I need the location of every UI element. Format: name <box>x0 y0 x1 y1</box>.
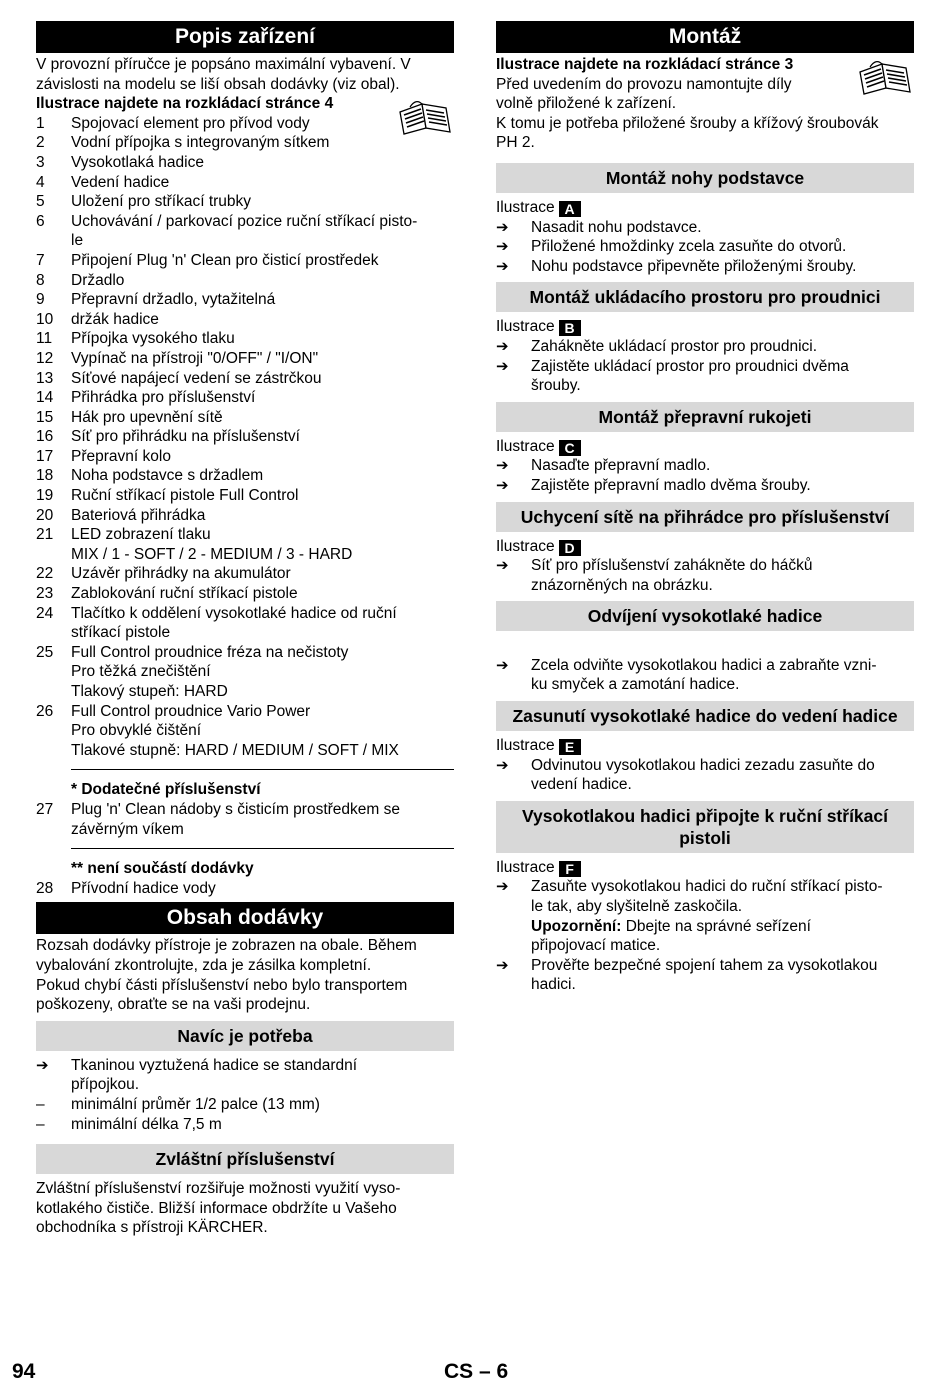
item-text: Uchovávání / parkovací pozice ruční stříkací pisto- le <box>71 212 418 250</box>
item-number: 2 <box>36 134 45 152</box>
section-title: Odvíjení vysokotlaké hadice <box>496 601 914 631</box>
item-number: 8 <box>36 271 45 289</box>
item-number: 18 <box>36 467 54 485</box>
list-item <box>36 114 454 134</box>
list-item: ➔ Tkaninou vyztužená hadice se standardní přípojkou. <box>36 1056 358 1094</box>
montaz-text <box>496 75 914 153</box>
item-number: 21 <box>36 526 54 544</box>
text-line: PH 2. <box>496 134 535 152</box>
text-line: volně přiložené k zařízení. <box>496 95 677 113</box>
item-text: Zajistěte přepravní madlo dvěma šrouby. <box>531 476 811 494</box>
dash-icon: – <box>36 1115 45 1133</box>
list-item <box>36 506 454 526</box>
section-title-obsah: Obsah dodávky <box>36 902 454 934</box>
list-item <box>36 564 454 584</box>
dash-icon: – <box>36 1095 45 1113</box>
item-number: 23 <box>36 585 54 603</box>
extra-accessories-heading: * Dodatečné příslušenství <box>71 781 261 799</box>
item-number: 22 <box>36 565 54 583</box>
section-title-navic: Navíc je potřeba <box>36 1021 454 1051</box>
item-text: Síť pro přihrádku na příslušenství <box>71 428 300 446</box>
item-text: Noha podstavce s držadlem <box>71 467 264 485</box>
item-number: 19 <box>36 487 54 505</box>
illustration-label: Ilustrace <box>496 737 555 755</box>
item-number: 15 <box>36 408 54 426</box>
list-item <box>36 290 454 310</box>
item-text: Zcela odviňte vysokotlakou hadici a zabraňte vzni- ku smyček a zamotání hadice. <box>531 656 877 694</box>
section-title-montaz: Montáž <box>496 21 914 53</box>
list-item <box>496 456 914 476</box>
intro-line-2: závislosti na modelu se liší obsah dodávky (viz obal). <box>36 75 400 93</box>
item-text: Přípojka vysokého tlaku <box>71 330 235 348</box>
illustration-note: Ilustrace najdete na rozkládací stránce 3 <box>496 56 794 73</box>
item-text: Zasuňte vysokotlakou hadici do ruční stříkací pisto- le tak, aby slyšitelně zaskočila. Upozornění: Dbejte na správné seřízení připojovací matice. <box>531 878 883 955</box>
arrow-icon: ➔ <box>496 956 509 974</box>
item-text: Nohu podstavce připevněte přiloženými šrouby. <box>531 257 857 275</box>
list-item <box>496 756 914 795</box>
item-text: Síť pro příslušenství zahákněte do háčků znázorněných na obrázku. <box>531 557 813 594</box>
item-text: Nasadit nohu podstavce. <box>531 218 702 236</box>
illustration-note: Ilustrace najdete na rozkládací stránce 4 <box>36 95 334 113</box>
item-text: Držadlo <box>71 271 125 289</box>
item-text: Přihrádka pro příslušenství <box>71 389 256 407</box>
illustration-letter-badge: C <box>559 440 581 456</box>
item-text: Bateriová přihrádka <box>71 506 206 524</box>
item-text: Zablokování ruční stříkací pistole <box>71 585 298 603</box>
item-number: 1 <box>36 114 45 132</box>
assembly-sections <box>496 163 914 995</box>
list-item <box>36 133 454 153</box>
item-text: Nasaďte přepravní madlo. <box>531 457 711 475</box>
list-item <box>36 369 454 389</box>
item-text: Prověřte bezpečné spojení tahem za vysokotlakou hadici. <box>531 956 878 994</box>
arrow-icon: ➔ <box>496 878 509 896</box>
item-text: Uložení pro stříkací trubky <box>71 193 252 211</box>
item-text: Full Control proudnice Vario Power Pro obvyklé čištění Tlakové stupně: HARD / MEDIUM / SOFT / MIX <box>71 702 399 759</box>
illustration-ref <box>496 736 914 756</box>
text-line: vybalování zkontrolujte, zda je zásilka kompletní. <box>36 956 372 974</box>
illustration-label: Ilustrace <box>496 437 555 455</box>
note-text: připojovací matice. <box>531 937 661 955</box>
text-line: K tomu je potřeba přiložené šrouby a křížový šroubovák <box>496 114 879 132</box>
note-text: Dbejte na správné seřízení <box>621 917 811 935</box>
illustration-letter-badge: E <box>559 739 581 755</box>
item-number: 10 <box>36 310 54 328</box>
text-line: Zvláštní příslušenství rozšiřuje možnosti využití vyso- <box>36 1180 401 1198</box>
book-icon <box>856 58 914 96</box>
list-item <box>496 257 914 277</box>
intro-line-1: V provozní příručce je popsáno maximální vybavení. V <box>36 56 411 73</box>
note-label: Upozornění: <box>531 917 622 935</box>
list-item <box>496 357 914 396</box>
list-item <box>36 702 454 761</box>
arrow-icon: ➔ <box>496 357 509 375</box>
illustration-label: Ilustrace <box>496 537 555 555</box>
item-text: Vodní přípojka s integrovaným sítkem <box>71 134 330 152</box>
list-item <box>36 643 454 702</box>
arrow-icon: ➔ <box>496 756 509 774</box>
illustration-ref <box>496 198 914 218</box>
item-text: Vedení hadice <box>71 173 170 191</box>
item-number: 7 <box>36 251 45 269</box>
divider <box>71 848 454 849</box>
arrow-icon: ➔ <box>36 1056 49 1074</box>
illustration-ref <box>496 317 914 337</box>
illustration-letter-badge: B <box>559 320 581 336</box>
item-text: Vypínač na přístroji "0/OFF" / "I/ON" <box>71 349 319 367</box>
text-line: obchodníka s přístroji KÄRCHER. <box>36 1219 268 1237</box>
right-column <box>496 21 914 995</box>
item-text: Spojovací element pro přívod vody <box>71 114 310 132</box>
illustration-letter-badge: F <box>559 861 581 877</box>
section-title: Montáž nohy podstavce <box>496 163 914 193</box>
item-text: Přepravní kolo <box>71 447 171 465</box>
item-number: 26 <box>36 702 54 720</box>
item-text: Full Control proudnice fréza na nečistoty Pro těžká znečištění Tlakový stupeň: HARD <box>71 643 349 700</box>
book-icon <box>396 98 454 136</box>
arrow-icon: ➔ <box>496 257 509 275</box>
language-page-code: CS – 6 <box>444 1360 509 1381</box>
item-number: 20 <box>36 506 54 524</box>
section-title-zvlastni: Zvláštní příslušenství <box>36 1144 454 1174</box>
item-number: 13 <box>36 369 54 387</box>
illustration-label: Ilustrace <box>496 318 555 336</box>
text-line: poškozeny, obraťte se na vaši prodejnu. <box>36 996 311 1014</box>
parts-list <box>36 114 454 761</box>
list-item <box>36 173 454 193</box>
item-number: 6 <box>36 212 45 230</box>
list-item <box>36 525 454 564</box>
spacer <box>496 636 914 656</box>
item-text: LED zobrazení tlaku MIX / 1 - SOFT / 2 - MEDIUM / 3 - HARD <box>71 526 353 563</box>
list-item <box>36 212 454 251</box>
item-number: 16 <box>36 428 54 446</box>
list-item: – minimální délka 7,5 m <box>36 1115 222 1133</box>
section-title-popis: Popis zařízení <box>36 21 454 53</box>
obsah-text <box>36 936 454 1014</box>
arrow-icon: ➔ <box>496 656 509 674</box>
illustration-letter-badge: D <box>559 540 581 556</box>
list-item <box>496 237 914 257</box>
list-item <box>36 408 454 428</box>
list-item <box>36 153 454 173</box>
list-item <box>36 427 454 447</box>
arrow-icon: ➔ <box>496 457 509 475</box>
item-number: 5 <box>36 193 45 211</box>
illustration-label: Ilustrace <box>496 858 555 876</box>
text-line: kotlakého čističe. Bližší informace obdržíte u Vašeho <box>36 1199 397 1217</box>
arrow-icon: ➔ <box>496 557 509 575</box>
item-text: Vysokotlaká hadice <box>71 153 204 171</box>
item-number: 3 <box>36 153 45 171</box>
list-item: 28 Přívodní hadice vody <box>36 879 216 897</box>
arrow-icon: ➔ <box>496 337 509 355</box>
list-item <box>36 486 454 506</box>
list-item <box>36 271 454 291</box>
item-number: 12 <box>36 349 54 367</box>
arrow-icon: ➔ <box>496 218 509 236</box>
section-title: Montáž ukládacího prostoru pro proudnici <box>496 282 914 312</box>
list-item <box>36 388 454 408</box>
divider <box>71 769 454 770</box>
item-number: 9 <box>36 291 45 309</box>
list-item <box>496 476 914 496</box>
item-text: Zajistěte ukládací prostor pro proudnici dvěma šrouby. <box>531 357 849 395</box>
list-item: – minimální průměr 1/2 palce (13 mm) <box>36 1095 320 1113</box>
text-line: Rozsah dodávky přístroje je zobrazen na obale. Během <box>36 937 417 955</box>
item-text: Přiložené hmoždinky zcela zasuňte do otvorů. <box>531 238 847 256</box>
item-text: Uzávěr přihrádky na akumulátor <box>71 565 291 583</box>
zvlastni-text <box>36 1179 454 1238</box>
extra-accessories-heading-row <box>36 780 454 800</box>
text-line: Před uvedením do provozu namontujte díly <box>496 75 792 93</box>
item-number: 17 <box>36 447 54 465</box>
arrow-icon: ➔ <box>496 238 509 256</box>
list-item <box>496 877 914 955</box>
item-text: Hák pro upevnění sítě <box>71 408 223 426</box>
item-text: Ruční stříkací pistole Full Control <box>71 487 299 505</box>
section-title: Montáž přepravní rukojeti <box>496 402 914 432</box>
list-item <box>496 337 914 357</box>
item-text: Síťové napájecí vedení se zástrčkou <box>71 369 322 387</box>
item-text: držák hadice <box>71 310 159 328</box>
list-item <box>36 310 454 330</box>
illustration-ref <box>496 437 914 457</box>
left-column <box>36 21 454 1238</box>
illustration-ref <box>496 537 914 557</box>
page-number: 94 <box>12 1360 36 1381</box>
list-item <box>496 656 914 695</box>
item-text: Zahákněte ukládací prostor pro proudnici. <box>531 337 818 355</box>
list-item <box>36 192 454 212</box>
item-number: 4 <box>36 173 45 191</box>
item-number: 14 <box>36 389 54 407</box>
item-number: 11 <box>36 330 53 348</box>
illustration-letter-badge: A <box>559 201 581 217</box>
text-line: Pokud chybí části příslušenství nebo bylo transportem <box>36 976 408 994</box>
item-text: Připojení Plug 'n' Clean pro čisticí prostředek <box>71 251 379 269</box>
section-title: Zasunutí vysokotlaké hadice do vedení hadice <box>496 701 914 731</box>
illustration-ref <box>496 858 914 878</box>
list-item <box>36 349 454 369</box>
list-item <box>496 556 914 595</box>
section-title: Uchycení sítě na přihrádce pro příslušenství <box>496 502 914 532</box>
list-item: 27 Plug 'n' Clean nádoby s čisticím prostředkem se závěrným víkem <box>36 800 400 838</box>
list-item <box>496 218 914 238</box>
item-text: Odvinutou vysokotlakou hadici zezadu zasuňte do vedení hadice. <box>531 756 875 794</box>
list-item <box>36 447 454 467</box>
not-included-heading-row <box>36 859 454 879</box>
arrow-icon: ➔ <box>496 476 509 494</box>
list-item <box>36 251 454 271</box>
item-number: 25 <box>36 643 54 661</box>
list-item <box>496 956 914 995</box>
item-number: 24 <box>36 604 54 622</box>
list-item <box>36 604 454 643</box>
item-text: Přepravní držadlo, vytažitelná <box>71 291 276 309</box>
list-item <box>36 466 454 486</box>
not-included-heading: ** není součástí dodávky <box>71 860 254 878</box>
illustration-label: Ilustrace <box>496 198 555 216</box>
item-text: Tlačítko k oddělení vysokotlaké hadice od ruční stříkací pistole <box>71 604 397 642</box>
list-item <box>36 584 454 604</box>
list-item <box>36 329 454 349</box>
section-title: Vysokotlakou hadici připojte k ruční stříkací pistoli <box>496 801 914 853</box>
